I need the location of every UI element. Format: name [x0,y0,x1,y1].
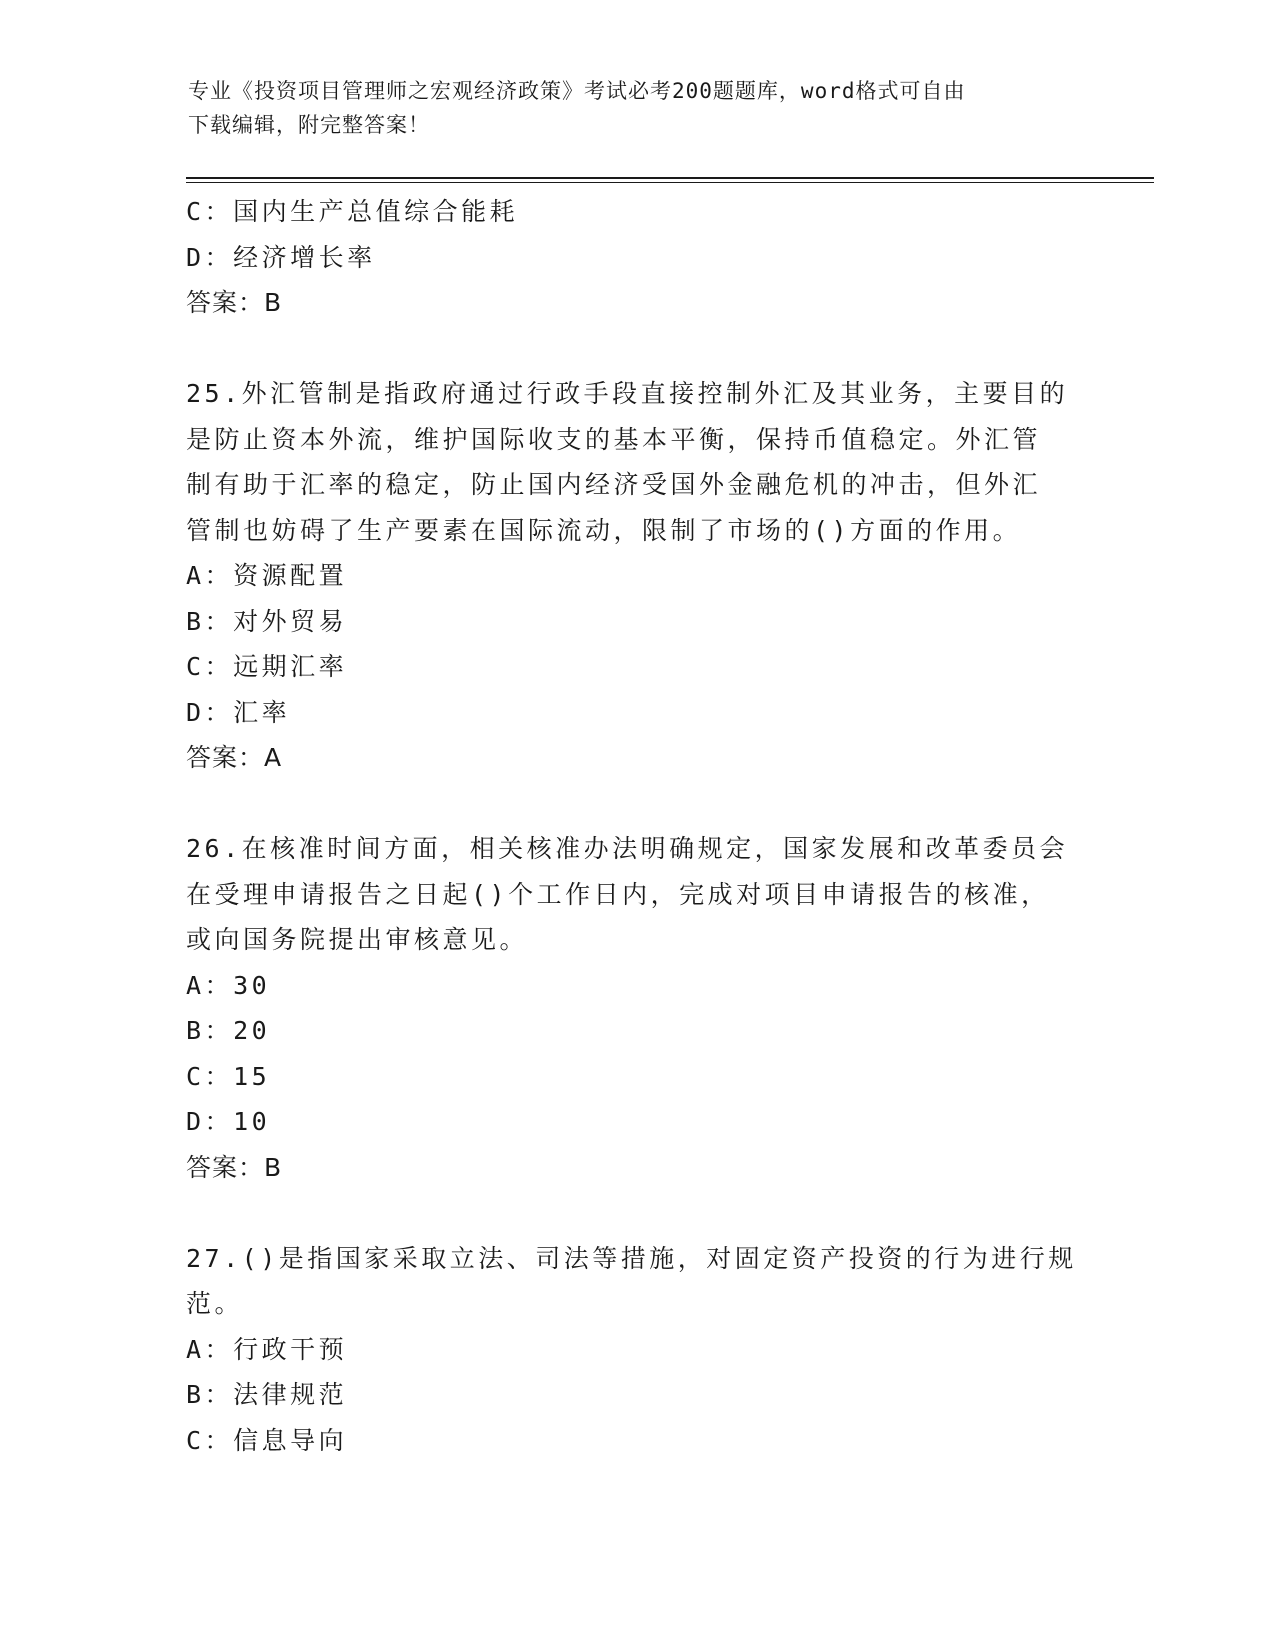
option-text: 信息导向 [233,1425,348,1455]
option-a [186,963,1086,1009]
option-letter: D： [186,1107,234,1136]
option-c [186,1054,1086,1100]
option-text: 对外贸易 [233,606,348,636]
option-c [186,189,1086,235]
question-stem-line: 范。 [186,1289,244,1318]
question-stem-line: 管制也妨碍了生产要素在国际流动，限制了市场的()方面的作用。 [186,515,1022,545]
option-letter: A： [186,561,234,590]
option-text: 10 [233,1107,271,1136]
option-text: 30 [233,970,271,1000]
option-b [186,1008,1086,1054]
header-line-2: 下载编辑，附完整答案！ [188,113,430,137]
option-text: 法律规范 [233,1380,348,1409]
option-b [186,599,1086,645]
question-26 [186,826,1086,1190]
question-list [186,189,1086,1463]
answer-line: 答案：B [186,288,283,317]
question-stem-line: 27.()是指国家采取立法、司法等措施，对固定资产投资的行为进行规 [186,1243,1077,1273]
option-text: 行政干预 [233,1334,348,1364]
question-stem-line: 26.在核准时间方面，相关核准办法明确规定，国家发展和改革委员会 [186,834,1069,863]
question-25 [186,371,1086,781]
header-rule-thin [186,182,1154,183]
option-letter: B： [186,1380,234,1409]
option-d [186,235,1086,281]
option-text: 汇率 [233,697,291,727]
option-text: 远期汇率 [233,652,348,681]
question-stem-line: 是防止资本外流，维护国际收支的基本平衡，保持币值稳定。外汇管 [186,424,1042,454]
option-d [186,1099,1086,1145]
header-rule-thick [186,177,1154,179]
question-stem-line: 制有助于汇率的稳定，防止国内经济受国外金融危机的冲击，但外汇 [186,470,1042,499]
question-stem-line: 在受理申请报告之日起()个工作日内，完成对项目申请报告的核准， [186,879,1050,909]
option-text: 20 [233,1016,271,1045]
option-letter: C： [186,197,234,226]
question-stem-line: 25.外汇管制是指政府通过行政手段直接控制外汇及其业务，主要目的 [186,379,1069,408]
question-continuation [186,189,1086,326]
header-line-1: 专业《投资项目管理师之宏观经济政策》考试必考200题题库，word格式可自由 [188,79,966,103]
option-text: 15 [233,1061,271,1091]
question-stem-line: 或向国务院提出审核意见。 [186,925,529,954]
option-c [186,644,1086,690]
option-letter: C： [186,652,234,681]
option-b [186,1372,1086,1418]
option-a [186,1327,1086,1373]
option-text: 资源配置 [233,561,348,590]
option-text: 国内生产总值综合能耗 [233,197,519,226]
answer-line: 答案：A [186,743,283,772]
option-letter: C： [186,1425,234,1455]
option-d [186,690,1086,736]
option-text: 经济增长率 [233,242,376,272]
option-a [186,553,1086,599]
option-letter: A： [186,1334,234,1364]
option-letter: D： [186,242,234,272]
document-header [188,74,1068,142]
option-letter: B： [186,1016,234,1045]
question-27 [186,1236,1086,1464]
answer-line: 答案：B [186,1152,283,1182]
option-c [186,1418,1086,1464]
option-letter: B： [186,606,234,636]
option-letter: D： [186,697,234,727]
option-letter: A： [186,970,234,1000]
option-letter: C： [186,1061,234,1091]
